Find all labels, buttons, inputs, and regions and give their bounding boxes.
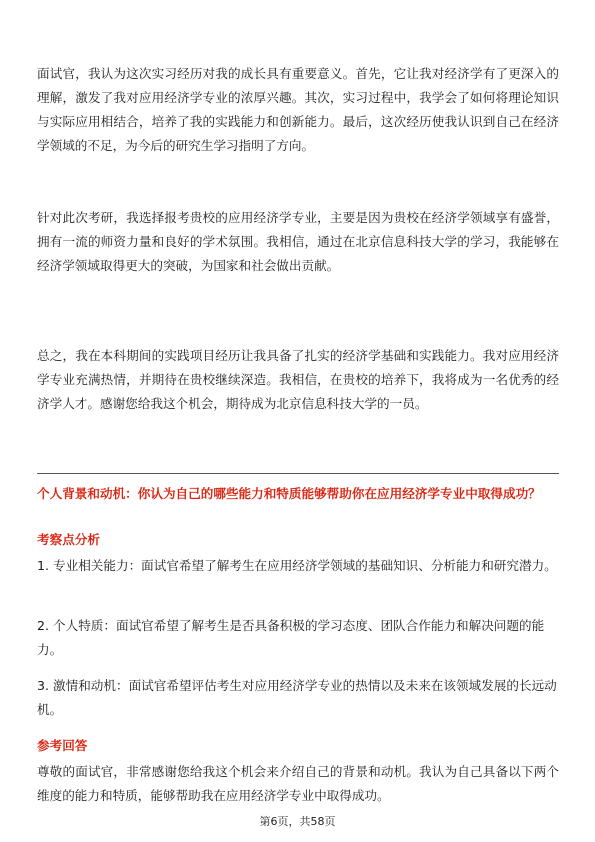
section-divider xyxy=(37,473,559,474)
paragraph-conclusion: 总之，我在本科期间的实践项目经历让我具备了扎实的经济学基础和实践能力。我对应用经济学专业充满热情，并期待在贵校继续深造。我相信，在贵校的培养下，我将成为一名优秀的经济学人才。感谢您给我这个机会，期待成为北京信息科技大学的一员。 xyxy=(37,348,559,411)
answer-paragraph: 尊敬的面试官，非常感谢您给我这个机会来介绍自己的背景和动机。我认为自己具备以下两个维度的能力和特质，能够帮助我在应用经济学专业中取得成功。 xyxy=(37,764,559,803)
page-number-footer: 第6页，共58页 xyxy=(259,815,336,828)
analysis-item: 1. 专业相关能力：面试官希望了解考生在应用经济学领域的基础知识、分析能力和研究潜力。 xyxy=(37,558,557,573)
paragraph-school-choice: 针对此次考研，我选择报考贵校的应用经济学专业，主要是因为贵校在经济学领域享有盛誉，拥有一流的师资力量和良好的学术氛围。我相信，通过在北京信息科技大学的学习，我能够在经济学领域取得更大的突破，为国家和社会做出贡献。 xyxy=(37,210,559,273)
interview-question: 个人背景和动机：你认为自己的哪些能力和特质能够帮助你在应用经济学专业中取得成功？ xyxy=(37,486,541,501)
analysis-item: 3. 激情和动机：面试官希望评估考生对应用经济学专业的热情以及未来在该领域发展的长远动机。 xyxy=(37,678,557,717)
analysis-item: 2. 个人特质：面试官希望了解考生是否具备积极的学习态度、团队合作能力和解决问题的能力。 xyxy=(37,618,545,657)
answer-heading: 参考回答 xyxy=(37,738,88,753)
paragraph-internship-reflection: 面试官，我认为这次实习经历对我的成长具有重要意义。首先，它让我对经济学有了更深入的理解，激发了我对应用经济学专业的浓厚兴趣。其次，实习过程中，我学会了如何将理论知识与实际应用相结合，培养了我的实践能力和创新能力。最后，这次经历使我认识到自己在经济学领域的不足，为今后的研究生学习指明了方向。 xyxy=(37,66,559,153)
analysis-heading: 考察点分析 xyxy=(37,532,100,547)
